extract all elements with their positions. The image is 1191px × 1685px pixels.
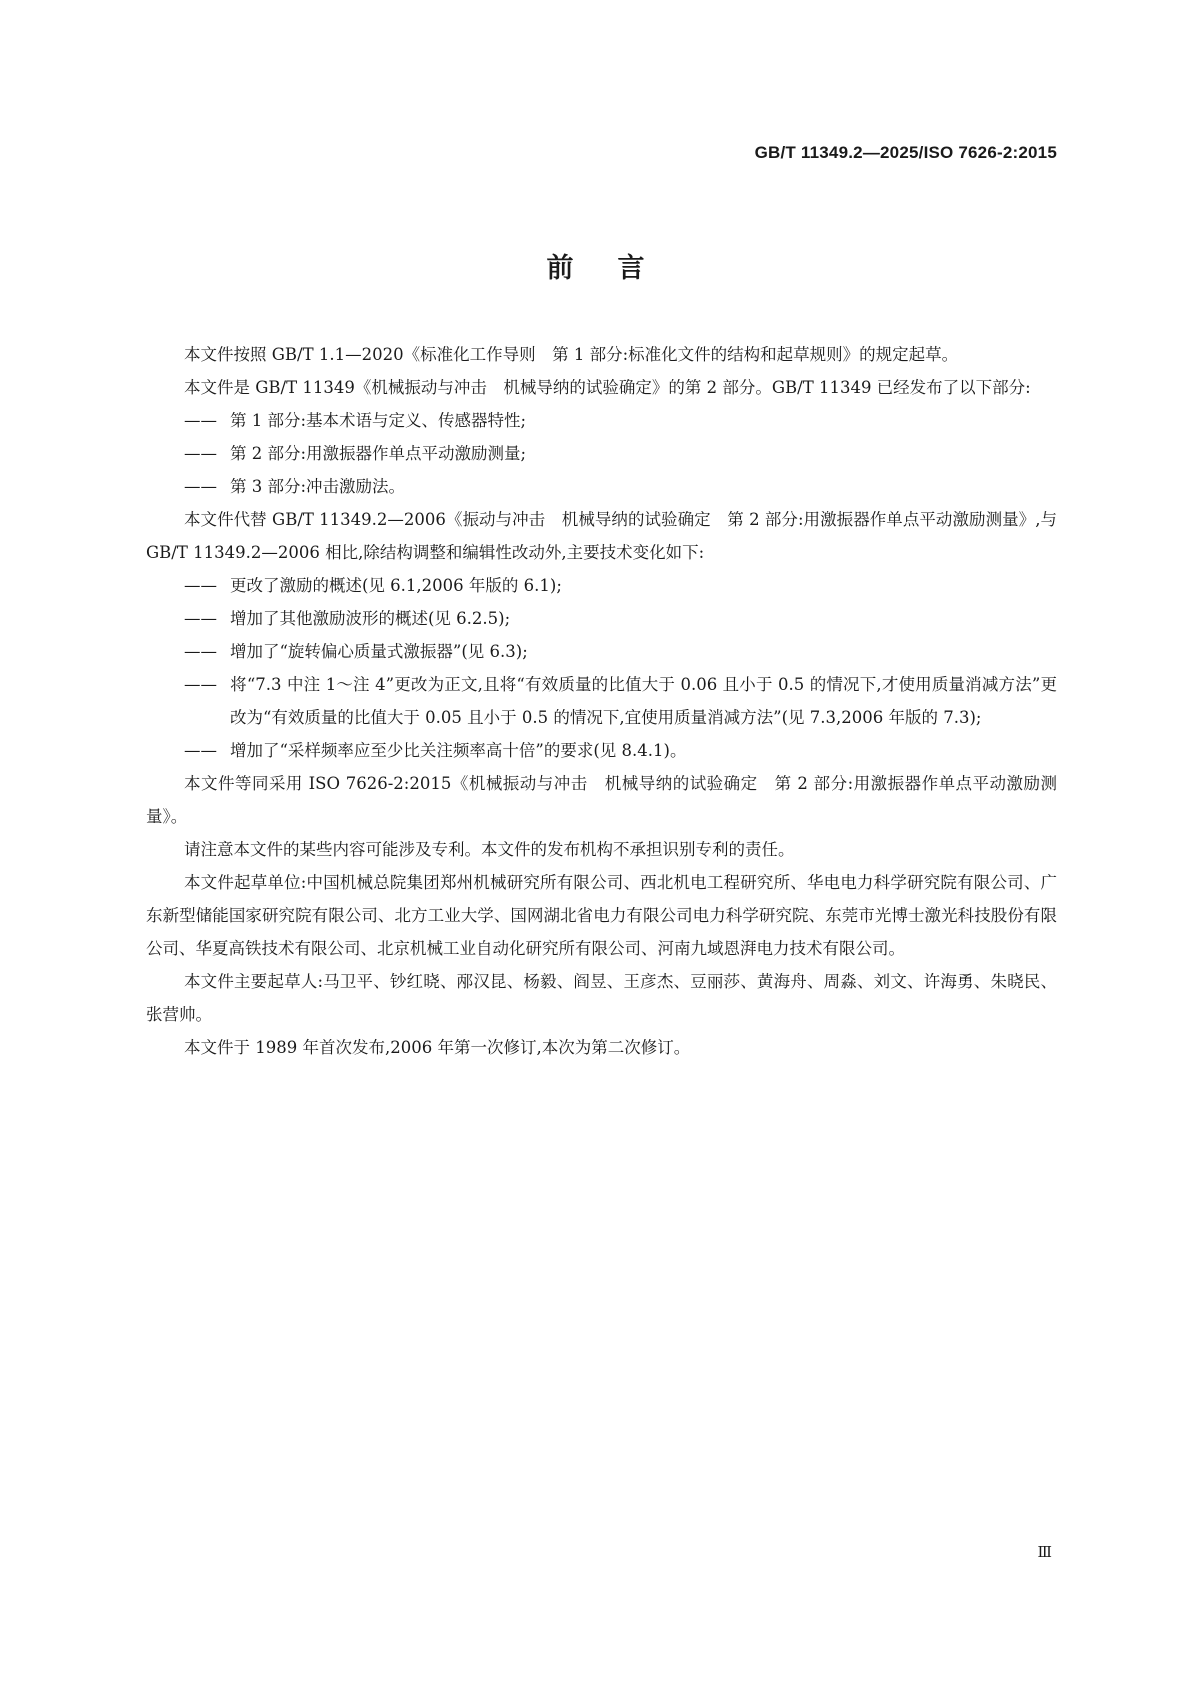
paragraph-iso-adoption: 本文件等同采用 ISO 7626-2:2015《机械振动与冲击 机械导纳的试验确定 第 2 部分:用激振器作单点平动激励测量》。 (146, 774, 1057, 826)
list-item-text: 增加了“旋转偏心质量式激振器”(见 6.3); (230, 642, 528, 661)
list-dash: —— (184, 444, 217, 463)
list-item (146, 734, 1057, 767)
list-dash: —— (184, 609, 217, 628)
paragraph-drafting-units: 本文件起草单位:中国机械总院集团郑州机械研究所有限公司、西北机电工程研究所、华电电力科学研究院有限公司、广东新型储能国家研究院有限公司、北方工业大学、国网湖北省电力有限公司电力科学研究院、东莞市光博士激光科技股份有限公司、华夏高铁技术有限公司、北京机械工业自动化研究所有限公司、河南九域恩湃电力技术有限公司。 (146, 873, 1057, 958)
list-item (146, 470, 1057, 503)
document-body (146, 338, 1057, 1064)
list-item-text: 将“7.3 中注 1～注 4”更改为正文,且将“有效质量的比值大于 0.06 且小于 0.5 的情况下,才使用质量消减方法”更改为“有效质量的比值大于 0.05 且小于 0.5 的情况下,宜使用质量消减方法”(见 7.3,2006 年版的 7.3); (230, 675, 1057, 727)
list-item (146, 602, 1057, 635)
changes-list (146, 569, 1057, 767)
paragraph-replaces: 本文件代替 GB/T 11349.2—2006《振动与冲击 机械导纳的试验确定 第 2 部分:用激振器作单点平动激励测量》,与 GB/T 11349.2—2006 相比,除结构调整和编辑性改动外,主要技术变化如下: (146, 510, 1057, 562)
list-item-text: 更改了激励的概述(见 6.1,2006 年版的 6.1); (230, 576, 562, 595)
paragraph-drafters: 本文件主要起草人:马卫平、钞红晓、邴汉昆、杨毅、阎昱、王彦杰、豆丽莎、黄海舟、周淼、刘文、许海勇、朱晓民、张营帅。 (146, 972, 1057, 1024)
paragraph-series-parts: 本文件是 GB/T 11349《机械振动与冲击 机械导纳的试验确定》的第 2 部分。GB/T 11349 已经发布了以下部分: (184, 378, 1031, 397)
parts-list (146, 404, 1057, 503)
paragraph-patent-notice: 请注意本文件的某些内容可能涉及专利。本文件的发布机构不承担识别专利的责任。 (184, 840, 795, 859)
list-item-text: 增加了“采样频率应至少比关注频率高十倍”的要求(见 8.4.1)。 (230, 741, 687, 760)
list-dash: —— (184, 741, 217, 760)
list-item (146, 569, 1057, 602)
list-dash: —— (184, 477, 217, 496)
list-item (146, 437, 1057, 470)
page-number: Ⅲ (1037, 1543, 1052, 1561)
list-dash: —— (184, 675, 217, 694)
list-item-text: 第 3 部分:冲击激励法。 (230, 477, 406, 496)
list-item-text: 第 1 部分:基本术语与定义、传感器特性; (230, 411, 527, 430)
page-title: 前言 (546, 253, 689, 284)
list-item (146, 404, 1057, 437)
list-dash: —— (184, 642, 217, 661)
paragraph-publication-history: 本文件于 1989 年首次发布,2006 年第一次修订,本次为第二次修订。 (184, 1038, 691, 1057)
paragraph-drafting-rules: 本文件按照 GB/T 1.1—2020《标准化工作导则 第 1 部分:标准化文件的结构和起草规则》的规定起草。 (184, 345, 959, 364)
list-item-text: 增加了其他激励波形的概述(见 6.2.5); (230, 609, 511, 628)
standard-code: GB/T 11349.2—2025/ISO 7626-2:2015 (754, 143, 1057, 162)
list-dash: —— (184, 576, 217, 595)
list-item (146, 635, 1057, 668)
list-item-text: 第 2 部分:用激振器作单点平动激励测量; (230, 444, 527, 463)
list-item (146, 668, 1057, 734)
list-dash: —— (184, 411, 217, 430)
